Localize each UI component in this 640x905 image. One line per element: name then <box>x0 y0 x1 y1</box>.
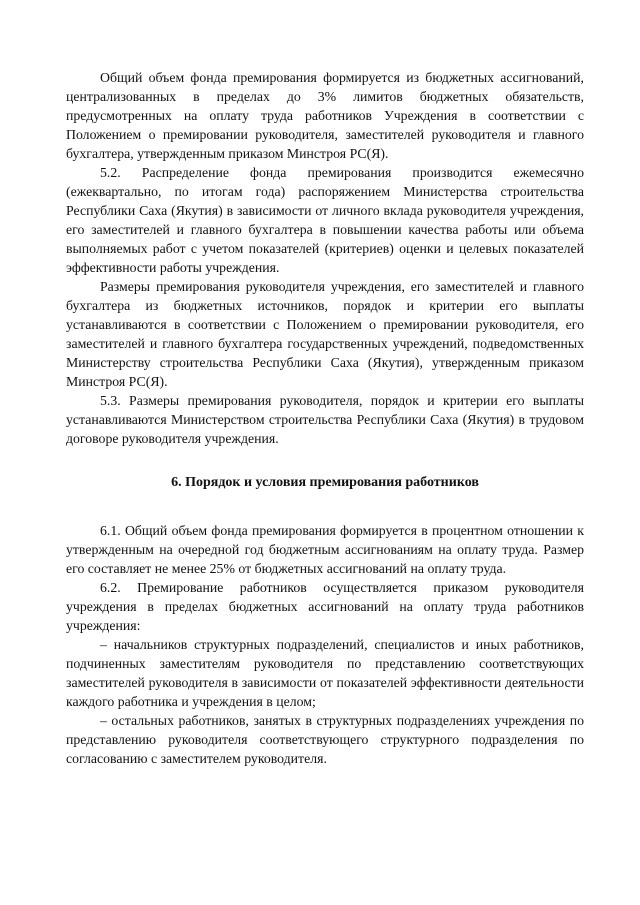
list-item-other-employees: – остальных работников, занятых в структурных подразделениях учреждения по представлению руководителя соответствующего структурного подразделения по согласованию с заместителем руководителя. <box>66 713 584 766</box>
paragraph-6-2-bonus-order: 6.2. Премирование работников осуществляется приказом руководителя учреждения в пределах бюджетных ассигнований на оплату труда работников учреждения: <box>66 580 584 633</box>
paragraph-6-1-fund-volume: 6.1. Общий объем фонда премирования формируется в процентном отношении к утвержденным на очередной год бюджетным ассигнованиям на оплату труда. Размер его составляет не менее 25% от бюджетных ассигнований на оплату труда. <box>66 523 584 576</box>
paragraph-bonus-fund-formation: Общий объем фонда премирования формируется из бюджетных ассигнований, централизованных в пределах до 3% лимитов бюджетных обязательств, предусмотренных на оплату труда работников Учреждения в соответствии с Положением о премировании руководителя, заместителей руководителя и главного бухгалтера, утвержденным приказом Минстроя РС(Я). <box>66 70 584 161</box>
paragraph-5-3-director-bonus: 5.3. Размеры премирования руководителя, порядок и критерии его выплаты устанавливаются Министерством строительства Республики Саха (Якутия) в трудовом договоре руководителя учреждения. <box>66 393 584 446</box>
list-item-department-heads: – начальников структурных подразделений, специалистов и иных работников, подчиненных заместителям руководителя по представлению соответствующих заместителей руководителя в зависимости от показателей эффективности деятельности каждого работника и учреждения в целом; <box>66 637 584 709</box>
section-heading-6: 6. Порядок и условия премирования работников <box>171 475 479 490</box>
paragraph-bonus-amounts-management: Размеры премирования руководителя учреждения, его заместителей и главного бухгалтера из бюджетных источников, порядок и критерии его выплаты устанавливаются в соответствии с Положением о премировании руководителя, его заместителей и главного бухгалтера государственных учреждений, подведомственных Министерству строительства Республики Саха (Якутия), утвержденным приказом Минстроя РС(Я). <box>66 279 584 389</box>
paragraph-5-2-fund-distribution: 5.2. Распределение фонда премирования производится ежемесячно (ежеквартально, по итогам года) распоряжением Министерства строительства Республики Саха (Якутия) в зависимости от личного вклада руководителя учреждения, его заместителей и главного бухгалтера в повышении качества работы или объема выполняемых работ с учетом показателей (критериев) оценки и целевых показателей эффективности работы учреждения. <box>66 165 584 275</box>
document-page <box>66 68 584 768</box>
